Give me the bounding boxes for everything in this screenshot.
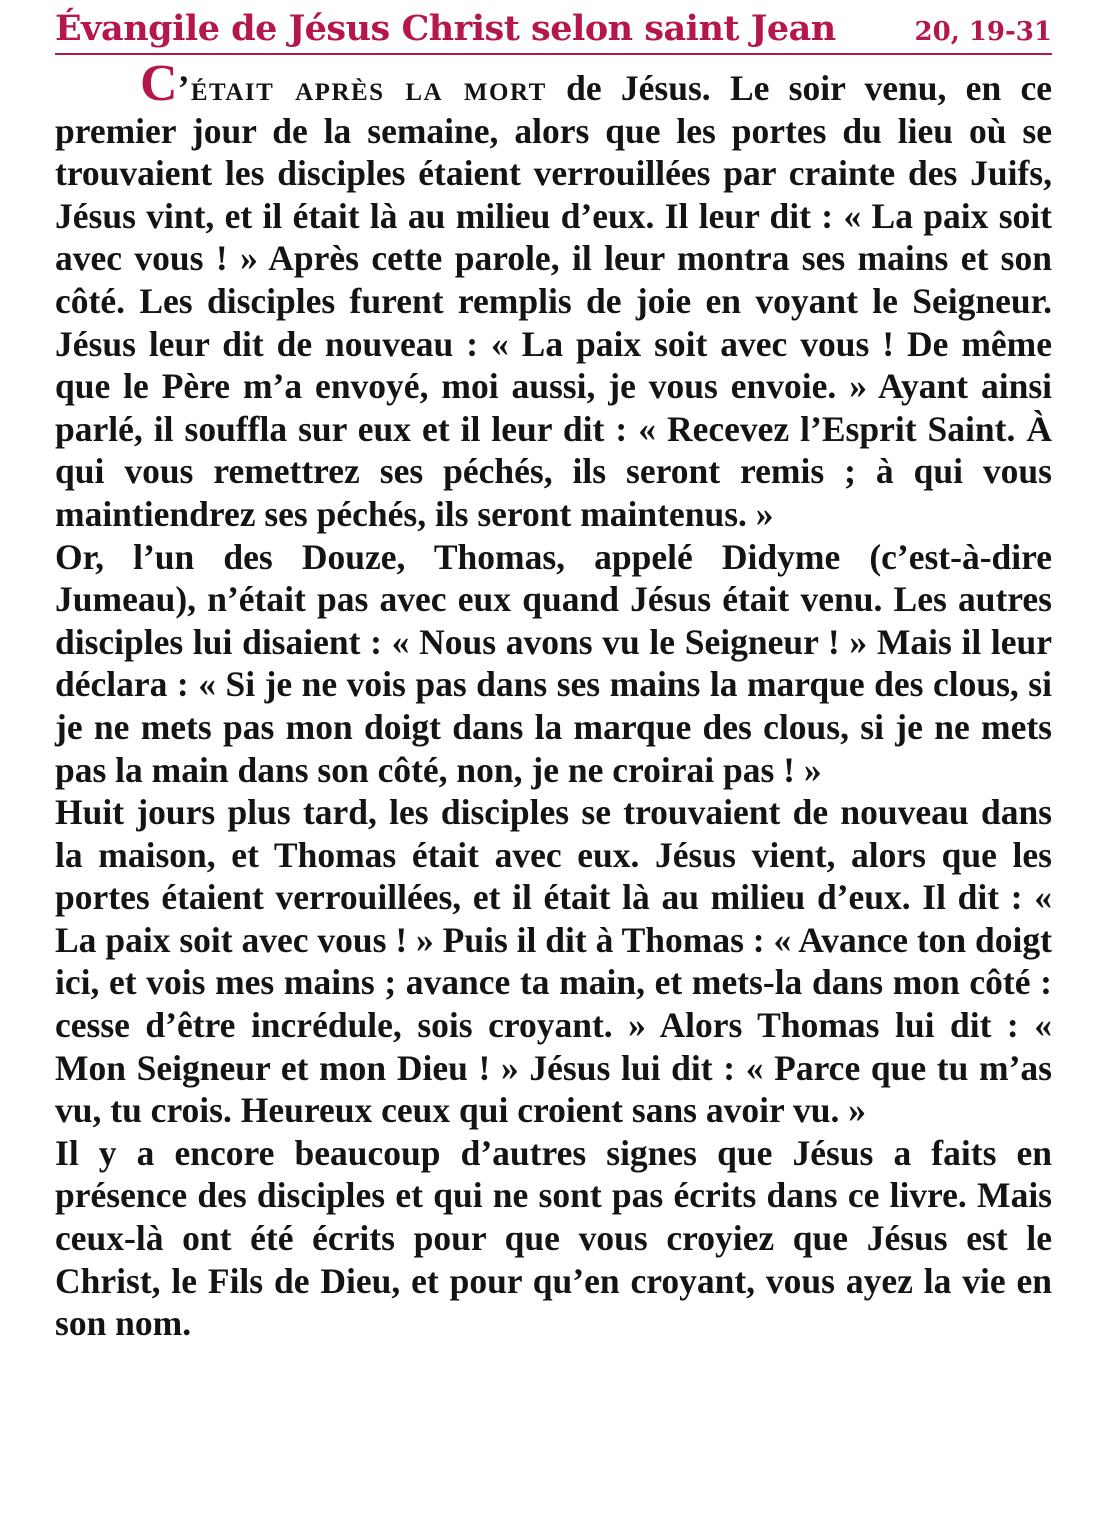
paragraph-3: Huit jours plus tard, les disciples se trouvaient de nouveau dans la maison, et Thomas était avec eux. Jésus vient, alors que les portes étaient verrouillées, et il était là au milieu d’eux. Il dit : « La paix soit avec vous ! » Puis il dit à Thomas : « Avance ton doigt ici, et vois mes mains ; avance ta main, et mets-la dans mon côté : cesse d’être incrédule, sois croyant. » Alors Thomas lui dit : « Mon Seigneur et mon Dieu ! » Jésus lui dit : « Parce que tu m’as vu, tu crois. Heureux ceux qui croient sans avoir vu. »: [55, 792, 1052, 1131]
paragraph-2: Or, l’un des Douze, Thomas, appelé Didyme (c’est-à-dire Jumeau), n’était pas avec eux quand Jésus était venu. Les autres disciples lui disaient : « Nous avons vu le Seigneur ! » Mais il leur déclara : « Si je ne vois pas dans ses mains la marque des clous, si je ne mets pas mon doigt dans la marque des clous, si je ne mets pas la main dans son côté, non, je ne croirai pas ! »: [55, 536, 1052, 790]
paragraph-1-text: de Jésus. Le soir venu, en ce premier jour de la semaine, alors que les portes du lieu où se trouvaient les disciples étaient verrouillées par crainte des Juifs, Jésus vint, et il était là au milieu d’eux. Il leur dit : « La paix soit avec vous ! » Après cette parole, il leur montra ses mains et son côté. Les disciples furent remplis de joie en voyant le Seigneur. Jésus leur dit de nouveau : « La paix soit avec vous ! De même que le Père m’a envoyé, moi aussi, je vous envoie. » Ayant ainsi parlé, il souffla sur eux et il leur dit : « Recevez l’Esprit Saint. À qui vous remettrez ses péchés, ils seront remis ; à qui vous maintiendrez ses péchés, ils seront maintenus. »: [55, 68, 1052, 534]
verse-reference: 20, 19-31: [914, 17, 1052, 47]
reading-header: [55, 8, 1052, 55]
paragraph-1: [55, 55, 1052, 536]
reading-title: Évangile de Jésus Christ selon saint Jean: [55, 8, 836, 49]
paragraph-4: Il y a encore beaucoup d’autres signes que Jésus a faits en présence des disciples et qui ne sont pas écrits dans ce livre. Mais ceux-là ont été écrits pour que vous croyiez que Jésus est le Christ, le Fils de Dieu, et pour qu’en croyant, vous ayez la vie en son nom.: [55, 1132, 1052, 1344]
reading-page: [55, 8, 1052, 1345]
small-caps-opening: ’était après la mort: [177, 68, 547, 108]
gospel-text: [55, 55, 1052, 1345]
drop-cap: C: [140, 55, 178, 112]
